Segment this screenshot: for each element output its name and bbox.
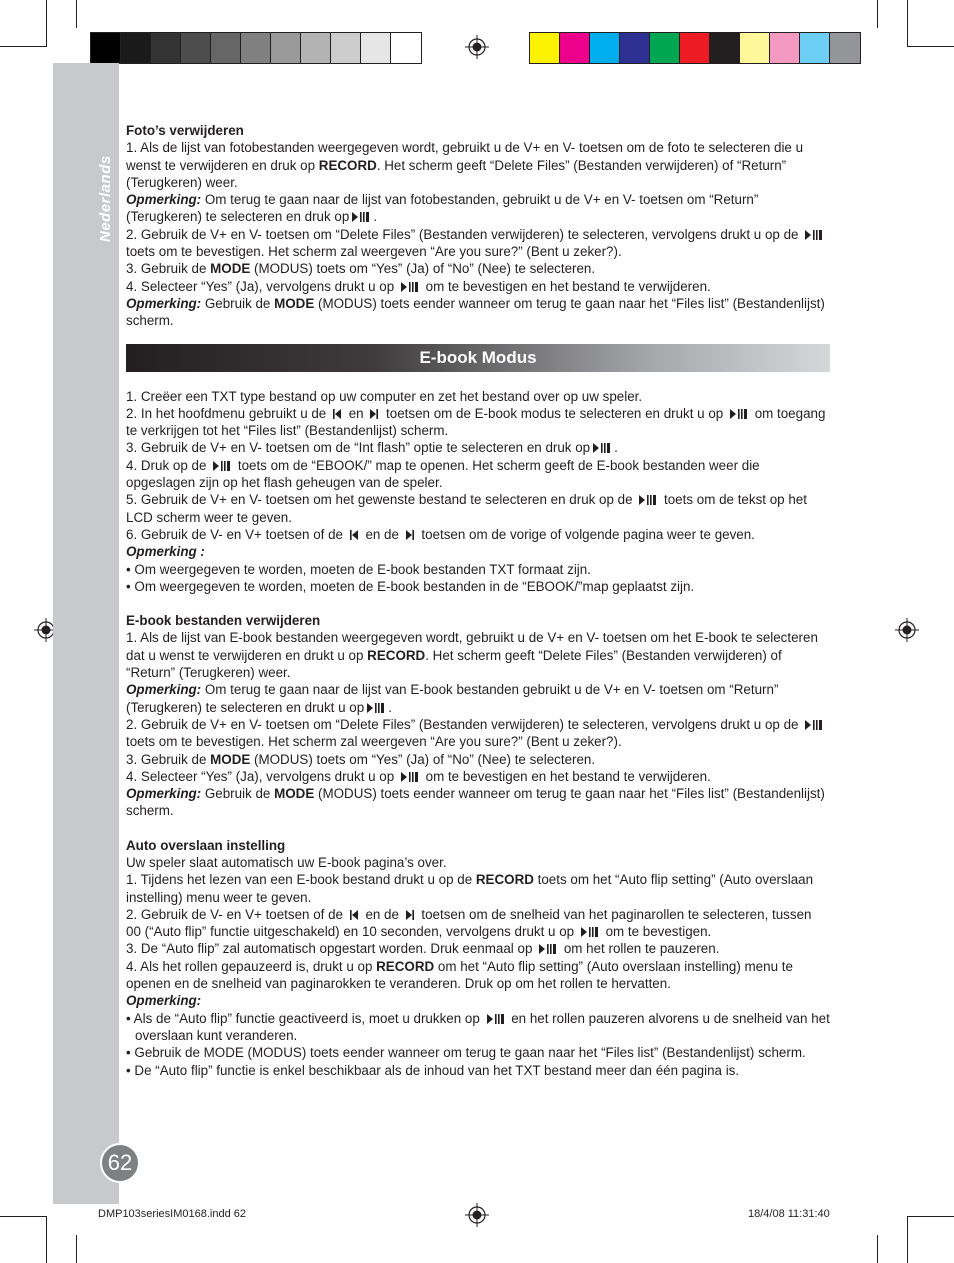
play-pause-icon — [352, 211, 370, 223]
note: Opmerking: Gebruik de MODE (MODUS) toets eender wanneer om terug te gaan naar het “Files list” (Bestandenlijst) scherm. — [126, 786, 825, 819]
paragraph: 1. Tijdens het lezen van een E-book bestand drukt u op de RECORD toets om het “Auto flip setting” (Auto overslaan instelling) menu weer te geven. — [126, 872, 814, 905]
color-swatch — [530, 33, 560, 63]
note: Opmerking: Om terug te gaan naar de lijst van E-book bestanden gebruikt u de V+ en V- toetsen om “Return” (Terugkeren) te selecteren en drukt u op . — [126, 682, 779, 715]
crop-mark — [877, 1235, 878, 1263]
note: Opmerking: Gebruik de MODE (MODUS) toets eender wanneer om terug te gaan naar het “Files list” (Bestandenlijst) scherm. — [126, 295, 825, 329]
registration-mark-icon — [465, 35, 489, 59]
crop-mark — [76, 1235, 77, 1263]
crop-mark — [0, 1216, 47, 1217]
gray-swatch — [91, 33, 121, 63]
play-pause-icon — [805, 229, 823, 241]
language-label: Nederlands — [97, 155, 114, 242]
section-title-autoflip: Auto overslaan instelling — [126, 837, 286, 853]
crop-mark — [907, 1216, 954, 1217]
gray-swatch — [121, 33, 151, 63]
previous-icon — [350, 529, 359, 541]
gray-swatch — [151, 33, 181, 63]
gray-swatch — [211, 33, 241, 63]
next-icon — [406, 529, 415, 541]
bullet-item: • Om weergegeven te worden, moeten de E-book bestanden TXT formaat zijn. — [126, 561, 591, 577]
play-pause-icon — [401, 281, 419, 293]
play-pause-icon — [805, 719, 823, 731]
paragraph: 4. Selecteer “Yes” (Ja), vervolgens drukt u op om te bevestigen en het bestand te verwijderen. — [126, 768, 711, 784]
footer-file-name: DMP103seriesIM0168.indd 62 — [98, 1208, 246, 1220]
color-swatch — [800, 33, 830, 63]
gray-swatch — [331, 33, 361, 63]
color-swatch — [620, 33, 650, 63]
paragraph: 5. Gebruik de V+ en V- toetsen om het gewenste bestand te selecteren en druk op de toets om de tekst op het LCD scherm weer te geven. — [126, 492, 807, 525]
crop-mark — [907, 0, 908, 47]
page-content — [126, 122, 830, 1079]
paragraph: 3. De “Auto flip” zal automatisch opgestart worden. Druk eenmaal op om het rollen te pauzeren. — [126, 941, 720, 957]
paragraph: Uw speler slaat automatisch uw E-book pagina’s over. — [126, 854, 447, 870]
color-swatch — [650, 33, 680, 63]
page-number: 62 — [100, 1143, 140, 1183]
paragraph: 4. Als het rollen gepauzeerd is, drukt u op RECORD om het “Auto flip setting” (Auto overslaan instelling) menu te openen en de snelheid van paginarokken te veranderen. Druk op om het rollen te hervatten. — [126, 958, 793, 992]
bullet-item: • De “Auto flip” functie is enkel beschikbaar als de inhoud van het TXT bestand meer dan één pagina is. — [126, 1062, 740, 1078]
gray-swatch — [181, 33, 211, 63]
play-pause-icon — [401, 771, 419, 783]
process-color-bar — [529, 32, 861, 64]
registration-mark-icon — [465, 1203, 489, 1227]
gray-swatch — [301, 33, 331, 63]
play-pause-icon — [639, 494, 657, 506]
color-swatch — [830, 33, 860, 63]
crop-mark — [76, 0, 77, 28]
paragraph: 1. Als de lijst van E-book bestanden weergegeven wordt, gebruikt u de V+ en V- toetsen om het E-book te selecteren dat u wenst te verwijderen en drukt u op RECORD. Het scherm geeft “Delete Files” (Bestanden verwijderen) of “Return” (Terugkeren) weer. — [126, 630, 818, 681]
paragraph: 2. Gebruik de V+ en V- toetsen om “Delete Files” (Bestanden verwijderen) te selecteren, vervolgens drukt u op de toets om te bevestigen. Het scherm zal weergeven “Are you sure?” (Bent u zeker?). — [126, 226, 830, 261]
paragraph: 3. Gebruik de MODE (MODUS) toets om “Yes” (Ja) of “No” (Nee) te selecteren. — [126, 261, 596, 277]
color-swatch — [710, 33, 740, 63]
paragraph: 2. Gebruik de V- en V+ toetsen of de en de toetsen om de snelheid van het paginarollen te selecteren, tussen 00 (“Auto flip” functie uitgeschakeld) en 10 seconden, vervolgens drukt u op om te bevestigen. — [126, 906, 812, 940]
gray-swatch — [391, 33, 421, 63]
paragraph: 4. Selecteer “Yes” (Ja), vervolgens drukt u op om te bevestigen en het bestand te verwijderen. — [126, 278, 711, 294]
play-pause-icon — [581, 926, 599, 938]
play-pause-icon — [539, 943, 557, 955]
section-banner-ebook: E-book Modus — [126, 344, 830, 372]
crop-mark — [877, 0, 878, 28]
bullet-item: • Als de “Auto flip” functie geactiveerd is, moet u drukken op en het rollen pauzeren alvorens u de snelheid van het overslaan kunt veranderen. — [126, 1010, 830, 1043]
next-icon — [406, 909, 415, 921]
crop-mark — [46, 1216, 47, 1263]
color-swatch — [560, 33, 590, 63]
previous-icon — [350, 909, 359, 921]
gray-swatch — [241, 33, 271, 63]
paragraph: 2. In het hoofdmenu gebruikt u de en toetsen om de E-book modus te selecteren en drukt u op om toegang te verkrijgen tot het “Files list” (Bestandenlijst) scherm. — [126, 405, 826, 439]
color-swatch — [590, 33, 620, 63]
paragraph: 4. Druk op de toets om de “EBOOK/” map te openen. Het scherm geeft de E-book bestanden weer die opgeslagen zijn op het flash geheugen van de speler. — [126, 457, 760, 491]
play-pause-icon — [213, 460, 231, 472]
paragraph: 3. Gebruik de MODE (MODUS) toets om “Yes” (Ja) of “No” (Nee) te selecteren. — [126, 751, 596, 767]
section-title-ebook-delete: E-book bestanden verwijderen — [126, 613, 321, 629]
color-swatch — [680, 33, 710, 63]
bullet-item: • Om weergegeven te worden, moeten de E-book bestanden in de “EBOOK/”map geplaatst zijn. — [126, 578, 695, 594]
paragraph: 2. Gebruik de V+ en V- toetsen om “Delete Files” (Bestanden verwijderen) te selecteren, vervolgens drukt u op de toets om te bevestigen. Het scherm zal weergeven “Are you sure?” (Bent u zeker?). — [126, 716, 830, 751]
crop-mark — [907, 1216, 908, 1263]
note: Opmerking: Om terug te gaan naar de lijst van fotobestanden, gebruikt u de V+ en V- toetsen om “Return” (Terugkeren) te selecteren en druk op . — [126, 192, 759, 225]
previous-icon — [333, 408, 342, 420]
crop-mark — [907, 46, 954, 47]
play-pause-icon — [487, 1013, 505, 1025]
paragraph: 1. Als de lijst van fotobestanden weergegeven wordt, gebruikt u de V+ en V- toetsen om de foto te selecteren die u wenst te verwijderen en druk op RECORD. Het scherm geeft “Delete Files” (Bestanden verwijderen) of “Return” (Terugkeren) weer. — [126, 140, 804, 190]
color-swatch — [740, 33, 770, 63]
play-pause-icon — [730, 408, 748, 420]
color-swatch — [770, 33, 800, 63]
grayscale-color-bar — [90, 32, 422, 64]
note-label: Opmerking: — [126, 993, 202, 1009]
crop-mark — [46, 0, 47, 47]
note-label: Opmerking : — [126, 544, 205, 560]
crop-mark — [0, 46, 47, 47]
registration-mark-icon — [895, 618, 919, 642]
next-icon — [370, 408, 379, 420]
paragraph: 6. Gebruik de V- en V+ toetsen of de en de toetsen om de vorige of volgende pagina weer te geven. — [126, 526, 755, 542]
paragraph: 3. Gebruik de V+ en V- toetsen om de “Int flash” optie te selecteren en druk op . — [126, 440, 618, 456]
play-pause-icon — [367, 702, 385, 714]
bullet-item: • Gebruik de MODE (MODUS) toets eender wanneer om terug te gaan naar het “Files list” (Bestandenlijst) scherm. — [126, 1045, 806, 1061]
paragraph: 1. Creëer een TXT type bestand op uw computer en zet het bestand over op uw speler. — [126, 388, 643, 404]
gray-swatch — [361, 33, 391, 63]
footer-date: 18/4/08 11:31:40 — [748, 1208, 830, 1220]
gray-swatch — [271, 33, 301, 63]
play-pause-icon — [593, 442, 611, 454]
section-title-photo-delete: Foto’s verwijderen — [126, 123, 244, 138]
